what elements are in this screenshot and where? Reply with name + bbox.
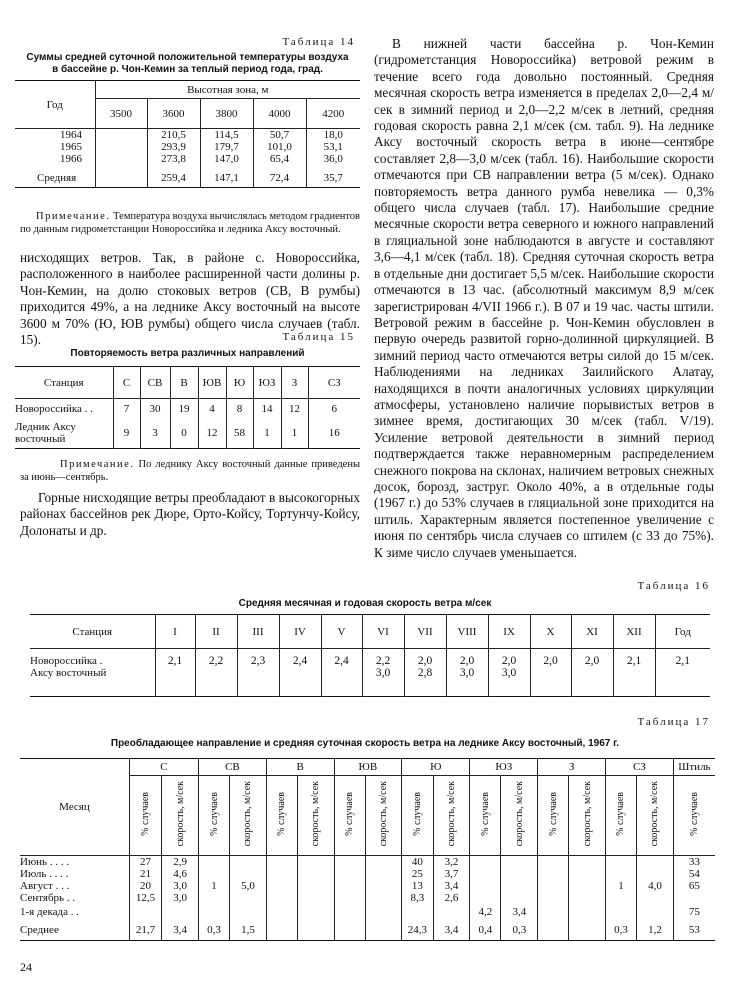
table15-label: Таблица 15 (282, 331, 355, 343)
table16-month: I (155, 615, 195, 649)
table-row: Сентябрь . . 12,5 3,0 8,3 2,6 (20, 892, 715, 904)
table14-height: 3600 (147, 99, 200, 129)
table14-note: Примечание. Температура воздуха вычислялась методом градиентов по данным гидрометстанции Новороссийка и ледника Аксу восточный. (20, 211, 361, 235)
table14-caption: Суммы средней суточной положительной температуры воздуха в бассейне р. Чон-Кемин за теплый период года, град. (26, 52, 349, 75)
table-row: Аксу восточный 3,0 2,8 3,0 3,0 (30, 667, 710, 697)
table17-dir: В (266, 759, 334, 776)
table-row: Июль . . . . 21 4,6 25 3,7 54 (20, 868, 715, 880)
table16-station-header: Станция (30, 615, 155, 649)
table15-dir: Ю (226, 367, 253, 399)
table16-month: IX (488, 615, 530, 649)
table17-body (20, 856, 715, 941)
table16-month: VI (362, 615, 404, 649)
table16-month: VII (404, 615, 446, 649)
table15-dir: СЗ (308, 367, 360, 399)
table17-dir: СВ (198, 759, 266, 776)
table16-month: X (530, 615, 571, 649)
table17-calm-header: Штиль (673, 759, 715, 776)
table14-height: 3500 (95, 99, 147, 129)
table15-station-header: Станция (15, 367, 113, 399)
table-row: Август . . . 20 3,0 1 5,0 13 3,4 1 4,0 65 (20, 880, 715, 892)
table15-dir: С (113, 367, 140, 399)
table-row: 1965 293,9 179,7 101,0 53,1 (15, 141, 360, 153)
table17-dir: Ю (402, 759, 470, 776)
table14 (15, 80, 360, 188)
table16-label: Таблица 16 (637, 580, 710, 592)
table17-dir: З (538, 759, 606, 776)
table17-dir: СЗ (605, 759, 673, 776)
table17-dir: ЮВ (334, 759, 402, 776)
table16-month: XII (613, 615, 655, 649)
table16-month: II (195, 615, 237, 649)
table15-dir: В (170, 367, 198, 399)
table-row: Средняя 259,4 147,1 72,4 35,7 (15, 169, 360, 187)
table16 (30, 614, 710, 697)
table16-month: V (321, 615, 362, 649)
table-row: Ледник Аксу восточный 9 3 0 12 58 1 1 16 (15, 419, 360, 449)
table17: Месяц С СВ В ЮВ Ю ЮЗ З СЗ Штиль % случаев скорость, м/сек % случаев скорость, м/сек % случаев скорость, м/сек % случаев скорость, м/сек % случаев скорость, м/сек % случаев скорость, м/сек % случаев скорость, м/сек % случаев скорость, м/сек % случаев Июнь . . . . 27 2,9 40 3,2 33 Июль . . . . 21 4,6 25 3,7 54 Август . . . 20 3,0 1 5,0 13 3,4 1 4,0 65 Сентябрь . . 12,5 3,0 8,3 2,6 1-я декада . . 4,2 3,4 75 Среднее 21,7 3,4 0,3 1,5 24,3 3,4 0,4 0,3 0,3 1,2 53 (20, 758, 715, 941)
table14-year-header: Год (15, 81, 95, 129)
left-paragraph-2: Горные нисходящие ветры преобладают в высокогорных районах бассейнов рек Дюре, Орто-Койсу, Тортунчу-Койсу, Долонаты и др. (20, 490, 360, 538)
table16-month: III (237, 615, 279, 649)
page-number: 24 (20, 960, 32, 974)
table15-dir: ЮВ (198, 367, 226, 399)
table-row: 1964 210,5 114,5 50,7 18,0 (15, 129, 360, 142)
table15-caption: Повторяемость ветра различных направлений (70, 348, 305, 359)
table15-dir: СВ (140, 367, 170, 399)
table16-month: XI (571, 615, 613, 649)
table17-label: Таблица 17 (637, 716, 710, 728)
table17-caption: Преобладающее направление и средняя суточная скорость ветра на леднике Аксу восточный, 1967 г. (110, 738, 620, 749)
table14-height: 4000 (253, 99, 306, 129)
table14-height-header: Высотная зона, м (95, 81, 360, 99)
table17-month-header: Месяц (20, 759, 129, 856)
table-row: Июнь . . . . 27 2,9 40 3,2 33 (20, 856, 715, 869)
table-row: Среднее 21,7 3,4 0,3 1,5 24,3 3,4 0,4 0,3 0,3 1,2 53 (20, 920, 715, 940)
table14-label: Таблица 14 (282, 36, 355, 48)
table17-dir: ЮЗ (470, 759, 538, 776)
table-row: Новороссийка . . 7 30 19 4 8 14 12 6 (15, 399, 360, 419)
table16-month: Год (655, 615, 710, 649)
table14-height: 3800 (200, 99, 253, 129)
table15-note: Примечание. По леднику Аксу восточный данные приведены за июнь—сентябрь. (20, 459, 361, 483)
table15-dir: ЮЗ (253, 367, 281, 399)
table15 (15, 366, 360, 449)
left-paragraph-1: нисходящих ветров. Так, в районе с. Новороссийка, расположенного в наиболее расширенной части долины р. Чон-Кемин, на долю стоковых ветров (СВ, В румбы) приходится 49%, а на леднике Аксу восточный на высоте 3600 м 70% (Ю, ЮВ румбы) общего числа случаев (табл. 15). (20, 250, 360, 348)
table-row: Новороссийка . 2,1 2,2 2,3 2,4 2,4 2,2 2,0 2,0 2,0 2,0 2,0 2,1 2,1 (30, 649, 710, 667)
table16-caption: Средняя месячная и годовая скорость ветра м/сек (238, 598, 492, 609)
table17-dir: С (129, 759, 198, 776)
table15-dir: З (281, 367, 308, 399)
table-row: 1-я декада . . 4,2 3,4 75 (20, 904, 715, 920)
table14-height: 4200 (306, 99, 360, 129)
table16-month: IV (279, 615, 321, 649)
table16-month: VIII (446, 615, 488, 649)
table-row: 1966 273,8 147,0 65,4 36,0 (15, 153, 360, 169)
right-paragraph: В нижней части бассейна р. Чон-Кемин (гидрометстанция Новороссийка) ветровой режим в течение всего года довольно постоянный. Средняя месячная скорость ветра изменяется в пределах 2,0—2,4 м/сек в зимний период и 2,0—2,2 м/сек в летний, средняя годовая скорость равна 2,1 м/сек (см. табл. 9). На леднике Аксу восточный скорость ветра в июне—сентябре составляет 2,8—3,0 м/сек (табл. 16). Наибольшие скорости отмечаются при СВ направлении ветра (5 м/сек). Однако повторяемость ветра данного румба невелика — 0,3% общего числа случаев (табл. 17). Наибольшие средние месячные скорости ветра северного и южного направлений в гляциальной зоне наблюдаются в августе и составляют 3,6—4,1 м/сек (табл. 18). Средняя суточная скорость ветра в отдельные дни достигает 5,5 м/сек. Наибольшие скорости отмечаются в 13 час. (абсолютный максимум 8,9 м/сек зарегистрирован 4/VII 1966 г.). В 07 и 19 час. часты штили. Ветровой режим в бассейне р. Чон-Кемин обусловлен в первую очередь развитой горно-долинной циркуляцией. В зимний период часто отмечаются ветры силой до 15 м/сек. Наблюдениями на ледниках Заилийского Алатау, находящихся в почти аналогичных условиях циркуляции атмосферы, установлено наличие порывистых ветров в зимнее время, достигающих 30 м/сек (табл. V/19). Усиление ветровой деятельности в зимний период подтверждается также неравномерным распределением снежного покрова на склонах, наличием ветровых снежных досок, борозд, заструг. Около 40%, а в отдельные годы (1967 г.) до 53% случаев в гляциальной зоне приходится на штиль. Характерным является постепенное увеличение с июня по сентябрь числа случаев со штилем (с 33 до 75%). К зиме число случаев уменьшается. (374, 36, 714, 560)
